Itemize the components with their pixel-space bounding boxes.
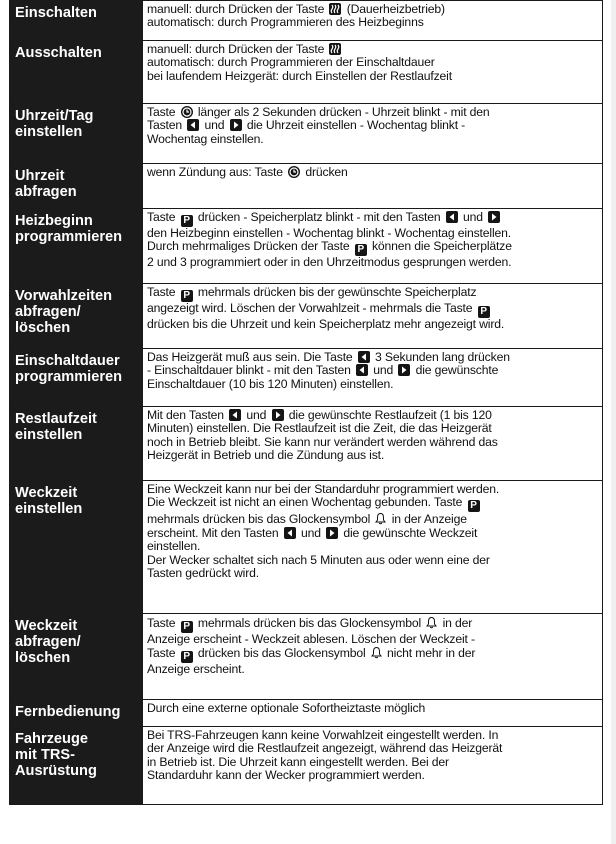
row-label-line: Ausschalten [15,45,102,61]
row-label-line: Uhrzeit/Tag [15,108,94,124]
left-arrow-icon [187,119,199,131]
text-segment: mehrmals drücken bis der gewünschte Speicherplatz [194,285,477,299]
text-segment: - Einschaltdauer blinkt - mit den Tasten [147,363,355,378]
description-line [147,616,598,633]
bell-icon [375,512,386,525]
table-row [10,727,603,805]
text-segment: Durch eine externe optionale Sofortheiztaste möglich [147,701,426,715]
text-segment: die Uhrzeit einstellen - Wochentag blinkt - [243,118,466,133]
text-segment: und [297,525,325,540]
instruction-table-body [10,1,603,805]
row-label-line: Heizbeginn [15,213,93,229]
text-segment: Die Weckzeit ist nicht an einen Wochentag gebunden. Taste [147,495,466,510]
text-segment: nicht mehr in der [383,646,476,661]
description-line [147,364,598,377]
row-label-line: abfragen [15,184,77,200]
text-segment: mehrmals drücken bis das Glockensymbol [147,512,374,527]
row-label [10,349,143,407]
text-segment: die gewünschte Restlaufzeit (1 bis 120 [285,408,492,422]
row-description [143,164,603,209]
text-segment: Taste [147,616,179,630]
p-key-icon: P [181,290,193,302]
bell-icon [371,646,382,659]
text-segment: Durch mehrmaliges Drücken der Taste [147,239,353,254]
left-arrow-icon [284,527,296,539]
row-label-line: Einschaltdauer [15,353,120,369]
row-description [143,104,603,164]
text-segment: Standarduhr kann der Wecker programmiert werden. [147,768,425,783]
description-line [147,742,598,755]
row-label [10,164,143,209]
left-arrow-icon [229,409,241,421]
row-description [143,349,603,407]
right-arrow-icon [488,211,500,223]
description-line [147,633,598,646]
left-arrow-icon [446,211,458,223]
row-label-line: programmieren [15,369,123,385]
text-segment: und [459,210,487,224]
text-segment: und [201,118,228,133]
text-segment: drücken - Speicherplatz blinkt - mit den Tasten [194,210,444,224]
text-segment: Der Wecker schaltet sich nach 5 Minuten aus oder wenn eine der [147,552,490,567]
bell-icon [426,616,437,629]
row-description [143,1,603,41]
table-row [10,164,603,209]
row-label-line: einstellen [15,427,83,443]
text-segment: Taste [147,285,179,299]
text-segment: Das Heizgerät muß aus sein. Die Taste [147,350,356,364]
p-key-icon: P [478,306,490,318]
table-row [10,284,603,349]
description-line [147,43,598,56]
row-label-line: löschen [15,650,71,666]
p-key-icon: P [181,215,193,227]
description-line [147,302,598,318]
text-segment: und [370,363,397,378]
row-label [10,284,143,349]
row-label-line: einstellen [15,501,83,517]
table-row [10,614,603,700]
description-line [147,286,598,302]
table-row [10,700,603,727]
text-segment: Eine Weckzeit kann nur bei der Standarduhr programmiert werden. [147,482,500,496]
text-segment: den Heizbeginn einstellen - Wochentag blinkt - Wochentag einstellen. [147,226,512,240]
description-line [147,512,598,526]
text-segment: automatisch: durch Programmieren der Einschaltdauer [147,55,435,70]
text-segment: in der [439,616,473,630]
description-line [147,702,598,715]
text-segment: länger als 2 Sekunden drücken - Uhrzeit blinkt - mit den [194,105,490,119]
text-segment: Anzeige erscheint - Weckzeit ablesen. Löschen der Weckzeit - [147,632,475,646]
text-segment: automatisch: durch Programmieren des Heizbeginns [147,15,424,30]
heat-symbol-icon [329,3,341,15]
description-line [147,70,598,83]
text-segment: manuell: durch Drücken der Taste [147,2,328,16]
table-row [10,41,603,104]
description-line [147,56,598,69]
description-line [147,351,598,364]
p-key-icon: P [355,244,367,256]
description-line [147,240,598,256]
text-segment: Tasten [147,118,186,133]
text-segment: drücken bis die Uhrzeit und kein Speicherplatz mehr angezeigt wird. [147,317,505,331]
scrollbar-track[interactable] [611,0,616,844]
p-key-icon: P [181,621,193,633]
text-segment: die gewünschte Weckzeit [340,525,478,540]
left-arrow-icon [358,351,370,363]
text-segment: Taste [147,105,179,119]
text-segment: Mit den Tasten [147,408,228,422]
text-segment: drücken bis das Glockensymbol [194,646,369,661]
text-segment: und [243,408,270,422]
row-description [143,481,603,614]
row-label [10,104,143,164]
row-label-line: abfragen/ [15,304,81,320]
row-label [10,700,143,727]
row-label-line: Weckzeit [15,485,78,501]
row-description [143,41,603,104]
description-line [147,227,598,240]
text-segment: Einschaltdauer (10 bis 120 Minuten) einstellen. [147,376,394,391]
row-label-line: Fahrzeuge [15,731,88,747]
description-line [147,133,598,146]
description-line [147,318,598,331]
text-segment: bei laufendem Heizgerät: durch Einstellen der Restlaufzeit [147,68,452,83]
description-line [147,663,598,676]
description-line [147,378,598,391]
description-line [147,422,598,435]
row-label-line: Einschalten [15,5,97,21]
text-segment: Wochentag einstellen. [147,131,264,146]
text-segment: 2 und 3 programmiert oder in den Uhrzeitmodus gesprungen werden. [147,255,512,270]
text-segment: Heizgerät in Betrieb und die Zündung aus ist. [147,448,385,463]
description-line [147,527,598,540]
description-line [147,540,598,553]
table-row [10,104,603,164]
left-arrow-icon [356,364,368,376]
description-line [147,119,598,132]
description-line [147,166,598,179]
row-label [10,614,143,700]
text-segment: angezeigt wird. Löschen der Vorwahlzeit - mehrmals die Taste [147,301,476,315]
instruction-table [9,0,603,805]
row-label [10,1,143,41]
row-label-line: Weckzeit [15,618,78,634]
row-label-line: Ausrüstung [15,763,97,779]
text-segment: die gewünschte [412,363,499,378]
description-line [147,436,598,449]
description-line [147,756,598,769]
row-label [10,41,143,104]
text-segment: 3 Sekunden lang drücken [371,350,510,364]
description-line [147,256,598,269]
text-segment: in Betrieb ist. Die Uhrzeit kann eingestellt werden. Bei der [147,754,449,769]
description-line [147,3,598,16]
right-arrow-icon [272,409,284,421]
row-label-line: Vorwahlzeiten [15,288,113,304]
heat-symbol-icon [329,43,341,55]
p-key-icon: P [468,500,480,512]
text-segment: mehrmals drücken bis das Glockensymbol [194,616,425,630]
right-arrow-icon [230,119,242,131]
text-segment: einstellen. [147,539,201,554]
table-row [10,407,603,481]
row-label-line: Restlaufzeit [15,411,97,427]
table-row [10,481,603,614]
clock-icon [288,166,300,178]
text-segment: (Dauerheizbetrieb) [343,2,445,16]
text-segment: Minuten) einstellen. Die Restlaufzeit ist die Zeit, die das Heizgerät [147,421,492,436]
text-segment: Anzeige erscheint. [147,662,245,677]
row-label-line: Uhrzeit [15,168,65,184]
table-row [10,1,603,41]
description-line [147,449,598,462]
text-segment: noch in Betrieb bleibt. Sie kann nur verändert werden während das [147,434,498,449]
right-arrow-icon [326,527,338,539]
table-row [10,349,603,407]
row-label [10,209,143,284]
p-key-icon: P [181,651,193,663]
text-segment: erscheint. Mit den Tasten [147,525,282,540]
row-label-line: abfragen/ [15,634,81,650]
description-line [147,106,598,119]
description-line [147,729,598,742]
text-segment: können die Speicherplätze [368,239,512,254]
text-segment: in der Anzeige [388,512,467,527]
description-line [147,646,598,663]
text-segment: Taste [147,646,179,661]
description-line [147,16,598,29]
text-segment: der Anzeige wird die Restlaufzeit angezeigt, während das Heizgerät [147,741,503,756]
row-label-line: Fernbedienung [15,704,121,720]
row-label-line: programmieren [15,229,123,245]
row-label-line: löschen [15,320,71,336]
clock-icon [181,106,193,118]
text-segment: Taste [147,210,179,224]
description-line [147,409,598,422]
description-line [147,567,598,580]
text-segment: wenn Zündung aus: Taste [147,165,287,179]
row-description [143,727,603,805]
description-line [147,554,598,567]
row-label [10,727,143,805]
table-row [10,209,603,284]
right-arrow-icon [398,364,410,376]
row-label [10,481,143,614]
row-label-line: einstellen [15,124,83,140]
row-description [143,614,603,700]
text-segment: Tasten gedrückt wird. [147,566,260,581]
description-line [147,483,598,496]
row-description [143,700,603,727]
description-line [147,211,598,227]
text-segment: Bei TRS-Fahrzeugen kann keine Vorwahlzeit eingestellt werden. In [147,728,499,742]
row-label-line: mit TRS- [15,747,75,763]
text-segment: manuell: durch Drücken der Taste [147,42,328,56]
text-segment: drücken [302,165,348,179]
row-description [143,407,603,481]
description-line [147,769,598,782]
row-description [143,284,603,349]
row-label [10,407,143,481]
description-line [147,496,598,512]
row-description [143,209,603,284]
